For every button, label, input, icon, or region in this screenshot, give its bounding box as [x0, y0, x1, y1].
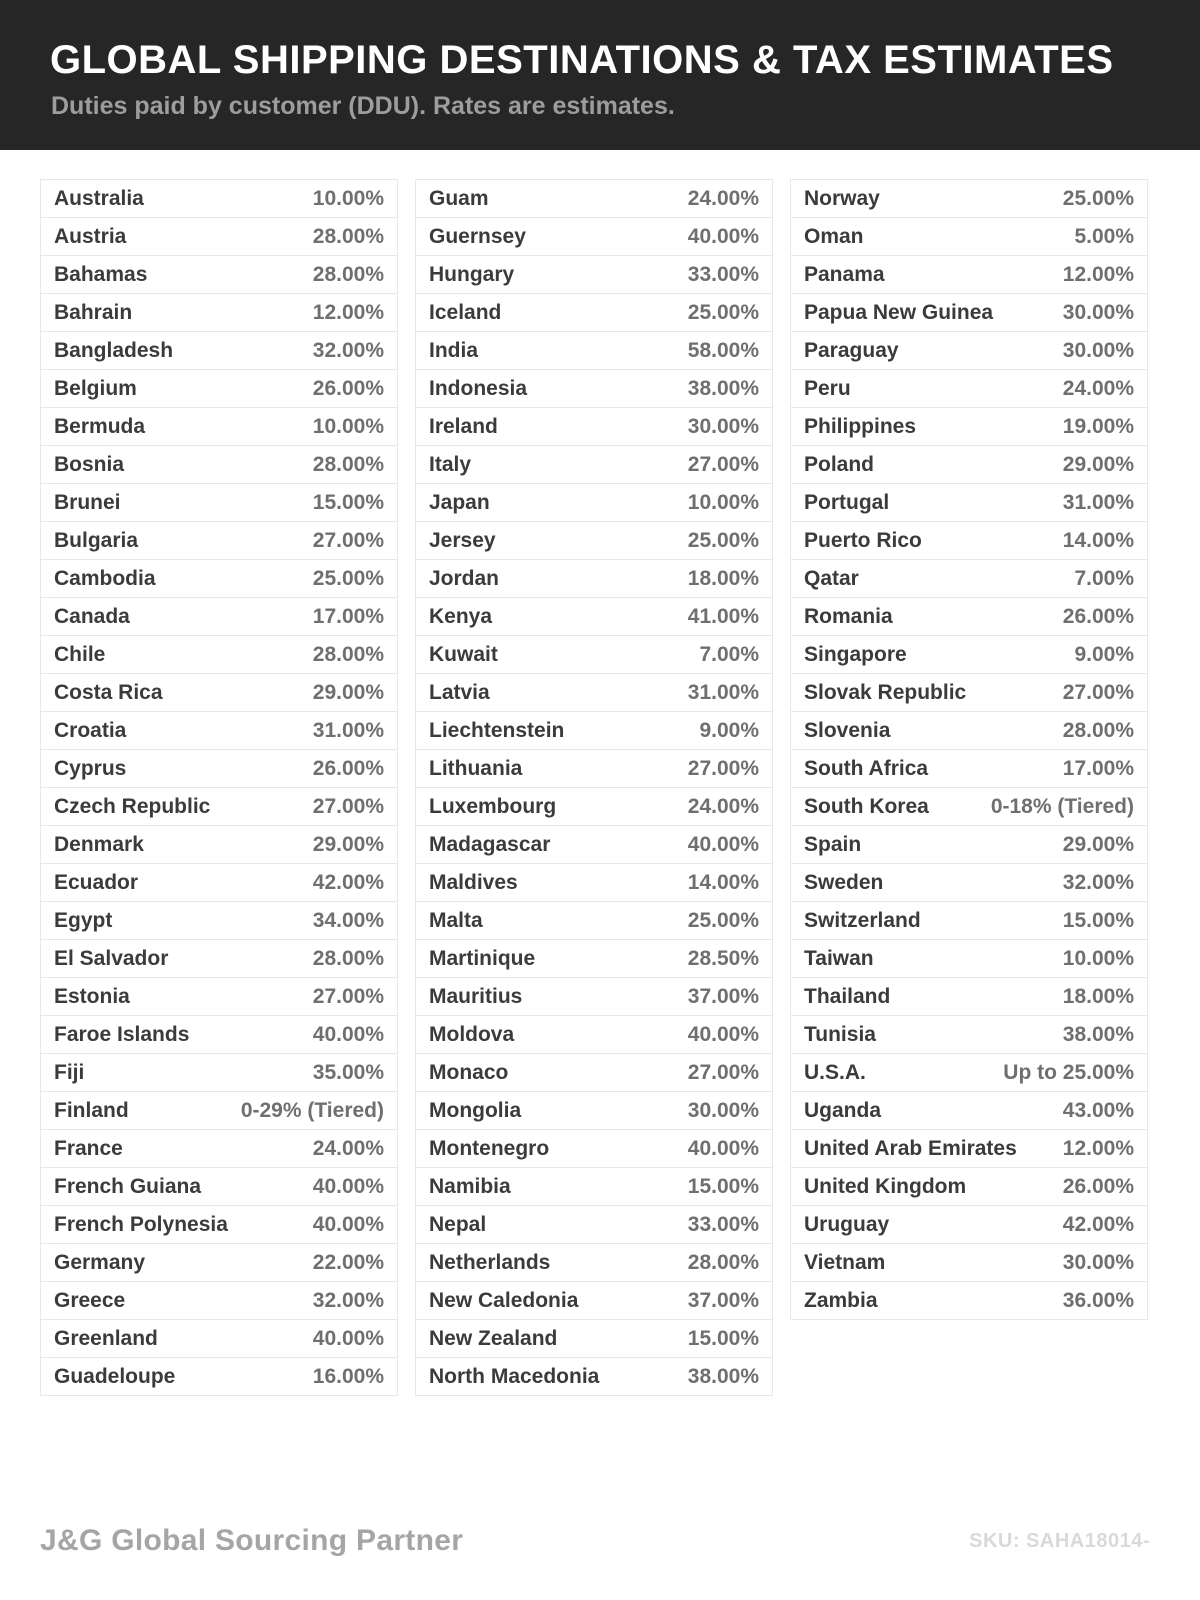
rate-row	[790, 597, 1148, 636]
country-name: Tunisia	[804, 1022, 876, 1046]
country-name: French Polynesia	[54, 1212, 228, 1236]
rate-row	[40, 559, 398, 598]
rate-row	[40, 635, 398, 674]
country-name: Netherlands	[429, 1250, 551, 1274]
country-name: Jordan	[429, 566, 500, 590]
rate-row	[40, 1281, 398, 1320]
tax-rate: 15.00%	[687, 1174, 759, 1198]
tax-rate: 27.00%	[312, 794, 384, 818]
country-name: Bahrain	[54, 300, 133, 324]
country-name: French Guiana	[54, 1174, 202, 1198]
tax-rate: 0-29% (Tiered)	[240, 1098, 384, 1122]
rate-row	[790, 407, 1148, 446]
country-name: Denmark	[54, 832, 144, 856]
tax-rate: 9.00%	[699, 718, 759, 742]
rate-row	[415, 1319, 773, 1358]
country-name: Guernsey	[429, 224, 526, 248]
country-name: Thailand	[804, 984, 891, 1008]
rate-row	[790, 787, 1148, 826]
country-name: Zambia	[804, 1288, 878, 1312]
rate-row	[415, 445, 773, 484]
rate-row	[790, 1243, 1148, 1282]
tax-rate: 37.00%	[687, 984, 759, 1008]
rate-row	[790, 331, 1148, 370]
tax-rate: 28.00%	[1062, 718, 1134, 742]
tax-rate: 16.00%	[312, 1364, 384, 1388]
rate-row	[40, 1053, 398, 1092]
country-name: Bahamas	[54, 262, 148, 286]
country-name: Poland	[804, 452, 875, 476]
country-name: Mongolia	[429, 1098, 522, 1122]
country-name: Martinique	[429, 946, 536, 970]
tax-rate: 17.00%	[1062, 756, 1134, 780]
country-name: Ireland	[429, 414, 498, 438]
tax-rate: 27.00%	[312, 528, 384, 552]
country-name: Malta	[429, 908, 483, 932]
rate-row	[40, 521, 398, 560]
tax-rate: 33.00%	[687, 262, 759, 286]
rate-row	[415, 977, 773, 1016]
country-name: Slovenia	[804, 718, 891, 742]
tax-rate: 28.50%	[687, 946, 759, 970]
rate-row	[415, 901, 773, 940]
rate-row	[415, 635, 773, 674]
rate-row	[40, 901, 398, 940]
tax-rate: 40.00%	[312, 1174, 384, 1198]
tax-rate: Up to 25.00%	[1003, 1060, 1134, 1084]
tax-rate: 10.00%	[1062, 946, 1134, 970]
tax-rate: 28.00%	[687, 1250, 759, 1274]
rate-row	[40, 293, 398, 332]
rate-row	[415, 1167, 773, 1206]
tax-rate: 40.00%	[312, 1326, 384, 1350]
page-title: GLOBAL SHIPPING DESTINATIONS & TAX ESTIMATES	[50, 38, 1114, 82]
rate-row	[415, 825, 773, 864]
country-name: Czech Republic	[54, 794, 211, 818]
rate-row	[40, 255, 398, 294]
tax-rate: 40.00%	[312, 1022, 384, 1046]
country-name: Philippines	[804, 414, 917, 438]
country-name: Belgium	[54, 376, 137, 400]
rate-row	[415, 521, 773, 560]
country-name: Luxembourg	[429, 794, 557, 818]
tax-rate: 7.00%	[1074, 566, 1134, 590]
country-name: Panama	[804, 262, 885, 286]
rate-row	[415, 293, 773, 332]
country-name: Guadeloupe	[54, 1364, 176, 1388]
rate-row	[790, 217, 1148, 256]
tax-rate: 12.00%	[1062, 262, 1134, 286]
tax-rate: 30.00%	[687, 414, 759, 438]
country-name: Iceland	[429, 300, 502, 324]
country-name: Greenland	[54, 1326, 158, 1350]
tax-rate: 12.00%	[312, 300, 384, 324]
tax-rate: 32.00%	[1062, 870, 1134, 894]
rate-row	[790, 749, 1148, 788]
country-name: Cambodia	[54, 566, 156, 590]
country-name: Bulgaria	[54, 528, 139, 552]
tax-rate: 38.00%	[687, 1364, 759, 1388]
country-name: Finland	[54, 1098, 129, 1122]
country-name: Japan	[429, 490, 490, 514]
brand-name: J&G Global Sourcing Partner	[40, 1524, 464, 1557]
rate-row	[40, 445, 398, 484]
tax-rate: 40.00%	[687, 224, 759, 248]
rate-row	[790, 863, 1148, 902]
country-name: Taiwan	[804, 946, 874, 970]
rate-row	[40, 863, 398, 902]
rate-row	[415, 863, 773, 902]
tax-rate: 27.00%	[687, 756, 759, 780]
tax-rate: 24.00%	[1062, 376, 1134, 400]
country-name: Italy	[429, 452, 472, 476]
tax-rate: 26.00%	[312, 756, 384, 780]
tax-rate: 41.00%	[687, 604, 759, 628]
tax-rate: 31.00%	[1062, 490, 1134, 514]
tax-rate: 15.00%	[687, 1326, 759, 1350]
country-name: Bosnia	[54, 452, 125, 476]
rate-row	[40, 217, 398, 256]
rate-row	[415, 407, 773, 446]
rate-row	[415, 597, 773, 636]
tax-rate: 27.00%	[687, 452, 759, 476]
tax-rate: 31.00%	[312, 718, 384, 742]
tax-rate: 27.00%	[687, 1060, 759, 1084]
rate-row	[790, 1053, 1148, 1092]
tax-rate: 24.00%	[312, 1136, 384, 1160]
rate-row	[40, 825, 398, 864]
rate-row	[40, 1205, 398, 1244]
rate-row	[40, 1357, 398, 1396]
footer	[40, 1524, 1150, 1558]
country-name: Romania	[804, 604, 893, 628]
country-name: New Caledonia	[429, 1288, 579, 1312]
rate-row	[415, 939, 773, 978]
tax-rate: 43.00%	[1062, 1098, 1134, 1122]
rate-row	[790, 369, 1148, 408]
country-name: Qatar	[804, 566, 859, 590]
country-name: Mauritius	[429, 984, 523, 1008]
rate-row	[40, 1243, 398, 1282]
country-name: Kenya	[429, 604, 493, 628]
tax-rate: 10.00%	[312, 186, 384, 210]
tax-rate: 18.00%	[1062, 984, 1134, 1008]
rate-row	[415, 1281, 773, 1320]
tax-rate: 30.00%	[1062, 338, 1134, 362]
country-name: Bangladesh	[54, 338, 174, 362]
rate-row	[415, 1091, 773, 1130]
rate-row	[40, 597, 398, 636]
country-name: Spain	[804, 832, 862, 856]
rate-row	[415, 1053, 773, 1092]
rate-row	[790, 521, 1148, 560]
country-name: U.S.A.	[804, 1060, 866, 1084]
country-name: New Zealand	[429, 1326, 558, 1350]
tax-rate: 14.00%	[687, 870, 759, 894]
country-name: Papua New Guinea	[804, 300, 994, 324]
rate-row	[40, 483, 398, 522]
rate-row	[40, 1319, 398, 1358]
country-name: United Arab Emirates	[804, 1136, 1017, 1160]
tax-rate: 24.00%	[687, 794, 759, 818]
tax-rate: 14.00%	[1062, 528, 1134, 552]
rate-row	[40, 711, 398, 750]
tax-rate: 29.00%	[1062, 452, 1134, 476]
rate-row	[415, 255, 773, 294]
country-name: Kuwait	[429, 642, 498, 666]
tax-rate: 35.00%	[312, 1060, 384, 1084]
country-name: Switzerland	[804, 908, 921, 932]
rate-row	[790, 1167, 1148, 1206]
header	[0, 0, 1200, 150]
tax-rate: 58.00%	[687, 338, 759, 362]
rate-row	[790, 977, 1148, 1016]
country-name: Bermuda	[54, 414, 146, 438]
rate-row	[415, 179, 773, 218]
sku-label: SKU: SAHA18014-	[969, 1529, 1150, 1552]
tax-rate: 38.00%	[687, 376, 759, 400]
country-name: Oman	[804, 224, 864, 248]
country-name: Liechtenstein	[429, 718, 565, 742]
country-name: South Korea	[804, 794, 929, 818]
country-name: Puerto Rico	[804, 528, 922, 552]
rate-row	[40, 331, 398, 370]
tax-rate: 22.00%	[312, 1250, 384, 1274]
rate-row	[415, 217, 773, 256]
rate-row	[790, 1129, 1148, 1168]
rate-row	[40, 407, 398, 446]
tax-rate: 32.00%	[312, 1288, 384, 1312]
rate-row	[790, 293, 1148, 332]
country-name: Australia	[54, 186, 144, 210]
tax-rate: 27.00%	[312, 984, 384, 1008]
tax-rate: 26.00%	[312, 376, 384, 400]
rate-row	[790, 1205, 1148, 1244]
country-name: Moldova	[429, 1022, 515, 1046]
rate-row	[790, 825, 1148, 864]
rate-row	[790, 1015, 1148, 1054]
rate-row	[415, 749, 773, 788]
country-name: Namibia	[429, 1174, 511, 1198]
rate-row	[415, 673, 773, 712]
tax-rate: 30.00%	[1062, 300, 1134, 324]
tax-rate: 29.00%	[312, 680, 384, 704]
tax-rate: 40.00%	[312, 1212, 384, 1236]
country-name: Brunei	[54, 490, 121, 514]
country-name: Indonesia	[429, 376, 528, 400]
country-name: Cyprus	[54, 756, 127, 780]
rate-row	[790, 445, 1148, 484]
tax-rate: 5.00%	[1074, 224, 1134, 248]
rates-column-3	[790, 179, 1148, 1320]
tax-rate: 29.00%	[1062, 832, 1134, 856]
country-name: Singapore	[804, 642, 907, 666]
country-name: Austria	[54, 224, 127, 248]
tax-rate: 37.00%	[687, 1288, 759, 1312]
country-name: Montenegro	[429, 1136, 550, 1160]
rate-row	[40, 1091, 398, 1130]
country-name: Portugal	[804, 490, 890, 514]
country-name: Hungary	[429, 262, 515, 286]
tax-rate: 28.00%	[312, 224, 384, 248]
country-name: Nepal	[429, 1212, 487, 1236]
rate-row	[415, 369, 773, 408]
tax-rate: 40.00%	[687, 832, 759, 856]
tax-rate: 27.00%	[1062, 680, 1134, 704]
tax-rate: 28.00%	[312, 452, 384, 476]
tax-rate: 25.00%	[687, 528, 759, 552]
country-name: Costa Rica	[54, 680, 163, 704]
rate-row	[790, 483, 1148, 522]
rate-row	[790, 1091, 1148, 1130]
country-name: Croatia	[54, 718, 127, 742]
page-subtitle: Duties paid by customer (DDU). Rates are estimates.	[51, 92, 675, 120]
tax-rate: 28.00%	[312, 946, 384, 970]
country-name: Norway	[804, 186, 880, 210]
rate-row	[40, 179, 398, 218]
country-name: Greece	[54, 1288, 126, 1312]
country-name: Uruguay	[804, 1212, 890, 1236]
rate-row	[415, 1243, 773, 1282]
country-name: Faroe Islands	[54, 1022, 190, 1046]
rate-row	[40, 749, 398, 788]
rate-row	[415, 1205, 773, 1244]
rate-row	[415, 559, 773, 598]
rate-row	[415, 1015, 773, 1054]
rates-column-1	[40, 179, 398, 1396]
tax-rate: 32.00%	[312, 338, 384, 362]
tax-rate: 26.00%	[1062, 1174, 1134, 1198]
country-name: El Salvador	[54, 946, 169, 970]
tax-rate: 30.00%	[1062, 1250, 1134, 1274]
tax-rate: 42.00%	[312, 870, 384, 894]
tax-rate: 25.00%	[1062, 186, 1134, 210]
tax-rate: 24.00%	[687, 186, 759, 210]
rate-row	[790, 559, 1148, 598]
rate-row	[40, 673, 398, 712]
tax-rate: 19.00%	[1062, 414, 1134, 438]
tax-rate: 25.00%	[687, 300, 759, 324]
rate-row	[790, 179, 1148, 218]
country-name: Egypt	[54, 908, 113, 932]
country-name: Peru	[804, 376, 851, 400]
country-name: Germany	[54, 1250, 146, 1274]
country-name: North Macedonia	[429, 1364, 600, 1388]
tax-rate: 18.00%	[687, 566, 759, 590]
tax-rate: 12.00%	[1062, 1136, 1134, 1160]
rate-row	[790, 711, 1148, 750]
tax-rate: 28.00%	[312, 262, 384, 286]
country-name: United Kingdom	[804, 1174, 967, 1198]
country-name: Ecuador	[54, 870, 139, 894]
tax-rate: 33.00%	[687, 1212, 759, 1236]
country-name: Lithuania	[429, 756, 523, 780]
country-name: Chile	[54, 642, 106, 666]
country-name: South Africa	[804, 756, 929, 780]
rate-row	[40, 1015, 398, 1054]
rate-row	[415, 711, 773, 750]
country-name: France	[54, 1136, 123, 1160]
rate-row	[40, 977, 398, 1016]
country-name: Sweden	[804, 870, 884, 894]
country-name: Estonia	[54, 984, 130, 1008]
rate-row	[790, 255, 1148, 294]
tax-rate: 25.00%	[687, 908, 759, 932]
tax-rate: 26.00%	[1062, 604, 1134, 628]
rate-row	[415, 1129, 773, 1168]
tax-rate: 31.00%	[687, 680, 759, 704]
rate-row	[790, 939, 1148, 978]
rate-row	[415, 331, 773, 370]
tax-rate: 25.00%	[312, 566, 384, 590]
country-name: Maldives	[429, 870, 518, 894]
rate-row	[790, 901, 1148, 940]
rate-row	[40, 1129, 398, 1168]
rates-table	[0, 150, 1200, 1396]
rate-row	[40, 939, 398, 978]
tax-rate: 40.00%	[687, 1022, 759, 1046]
rate-row	[415, 483, 773, 522]
country-name: Slovak Republic	[804, 680, 967, 704]
tax-rate: 34.00%	[312, 908, 384, 932]
country-name: Guam	[429, 186, 489, 210]
country-name: Vietnam	[804, 1250, 886, 1274]
tax-rate: 42.00%	[1062, 1212, 1134, 1236]
rate-row	[790, 635, 1148, 674]
rate-row	[40, 1167, 398, 1206]
tax-rate: 10.00%	[312, 414, 384, 438]
country-name: Latvia	[429, 680, 490, 704]
country-name: India	[429, 338, 479, 362]
tax-rate: 30.00%	[687, 1098, 759, 1122]
country-name: Canada	[54, 604, 130, 628]
tax-rate: 28.00%	[312, 642, 384, 666]
country-name: Madagascar	[429, 832, 551, 856]
tax-rate: 29.00%	[312, 832, 384, 856]
tax-rate: 10.00%	[687, 490, 759, 514]
rate-row	[415, 1357, 773, 1396]
tax-rate: 0-18% (Tiered)	[990, 794, 1134, 818]
rate-row	[415, 787, 773, 826]
tax-rate: 9.00%	[1074, 642, 1134, 666]
tax-rate: 7.00%	[699, 642, 759, 666]
country-name: Monaco	[429, 1060, 509, 1084]
country-name: Paraguay	[804, 338, 899, 362]
rate-row	[40, 787, 398, 826]
tax-rate: 15.00%	[312, 490, 384, 514]
country-name: Jersey	[429, 528, 496, 552]
tax-rate: 17.00%	[312, 604, 384, 628]
tax-rate: 36.00%	[1062, 1288, 1134, 1312]
country-name: Uganda	[804, 1098, 882, 1122]
rate-row	[790, 673, 1148, 712]
rate-row	[790, 1281, 1148, 1320]
rate-row	[40, 369, 398, 408]
tax-rate: 40.00%	[687, 1136, 759, 1160]
tax-rate: 15.00%	[1062, 908, 1134, 932]
tax-rate: 38.00%	[1062, 1022, 1134, 1046]
country-name: Fiji	[54, 1060, 85, 1084]
rates-column-2	[415, 179, 773, 1396]
